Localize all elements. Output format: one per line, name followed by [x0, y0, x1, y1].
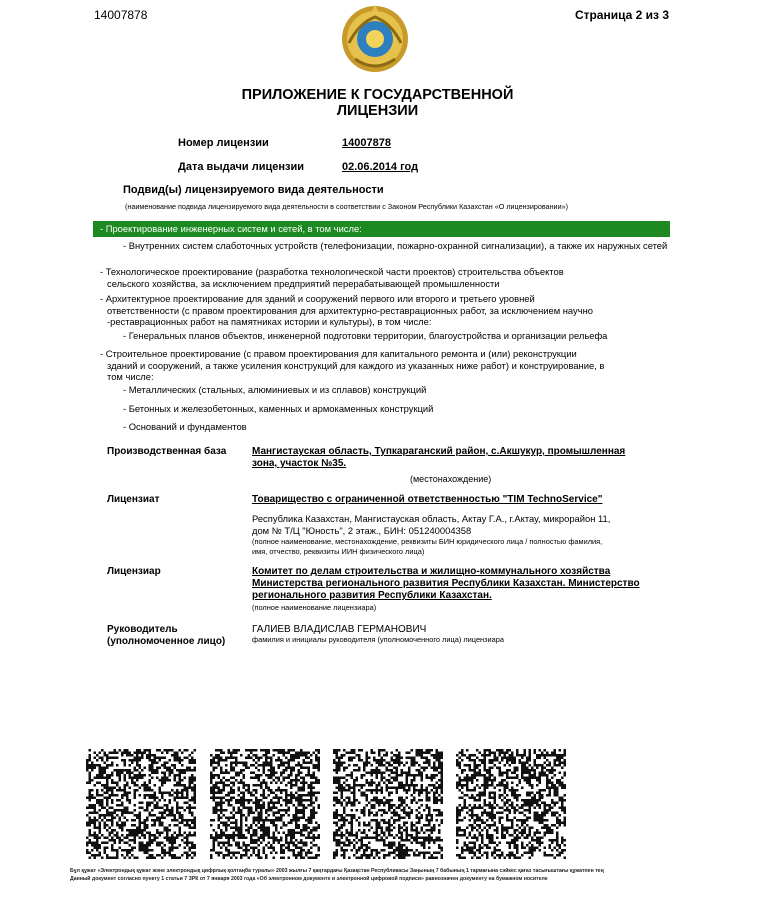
qr-code-icon — [210, 749, 320, 859]
licensor-note: (полное наименование лицензиара) — [252, 603, 377, 612]
state-emblem-icon — [341, 3, 409, 75]
licensor-value: Комитет по делам строительства и жилищно-коммунального хозяйства Министерства регионального развития Республики Казахстан. Министерство регионального развития Республики Казахстан. — [252, 566, 640, 601]
page-title: ПРИЛОЖЕНИЕ К ГОСУДАРСТВЕННОЙ ЛИЦЕНЗИИ — [241, 87, 514, 119]
production-base-note: (местонахождение) — [410, 474, 492, 484]
legal-footer: Бұл құжат «Электрондық құжат және электрондық цифрлық қолтаңба туралы» 2003 жылғы 7 қаңтардағы Қазақстан Республикасы Заңының 7 бабының 1 тармағына сәйкес қағаз тасығыштағы құжатпен тең Данный документ согласно пункту 1 статьи 7 ЗРК от 7 января 2003 года «Об электронном документе и электронной цифровой подписи» равнозначен документу на бумажном носителе — [70, 868, 604, 882]
licensee-label: Лицензиат — [107, 494, 160, 505]
license-number-value: 14007878 — [342, 137, 391, 149]
activity-item: - Генеральных планов объектов, инженерной подготовки территории, благоустройства и организации рельефа — [123, 330, 608, 341]
licensor-label: Лицензиар — [107, 566, 161, 577]
page-counter: Страница 2 из 3 — [574, 8, 669, 22]
activity-item: - Проектирование инженерных систем и сетей, в том числе: — [100, 223, 362, 234]
activity-item: - Архитектурное проектирование для зданий и сооружений первого или второго и третьего уровней ответственности (с правом проектирования для архитектурно-реставрационных работ, за исключением научно -реставрационных работ на памятниках истории и культуры), в том числе: — [100, 293, 594, 327]
activity-item: - Металлических (стальных, алюминиевых и из сплавов) конструкций — [123, 384, 427, 395]
issue-date-value: 02.06.2014 год — [342, 161, 419, 173]
licensee-address: Республика Казахстан, Мангистауская область, Актау Г.А., г.Актау, микрорайон 11, дом № Т/Ц "Юность", 2 этаж., БИН: 051240004358 — [252, 513, 611, 536]
activity-item: - Технологическое проектирование (разработка технологической части проектов) строительства объектов сельского хозяйства, за исключением предприятий перерабатывающей промышленности — [100, 266, 564, 289]
licensee-name: Товарищество с ограниченной ответственностью "TIM TechnoService" — [252, 494, 603, 505]
subtypes-title: Подвид(ы) лицензируемого вида деятельности — [123, 184, 384, 196]
production-base-label: Производственная база — [107, 446, 227, 457]
qr-code-icon — [456, 749, 566, 859]
activity-item: - Оснований и фундаментов — [123, 421, 247, 432]
license-number-label: Номер лицензии — [178, 137, 269, 149]
activity-item: - Внутренних систем слаботочных устройств (телефонизации, пожарно-охранной сигнализации), а также их наружных сетей — [123, 240, 668, 251]
document-number: 14007878 — [94, 8, 148, 22]
production-base-value: Мангистауская область, Тупкараганский район, с.Акшукур, промышленная зона, участок №35. — [252, 446, 626, 469]
issue-date-label: Дата выдачи лицензии — [178, 161, 304, 173]
head-note: фамилия и инициалы руководителя (уполномоченного лица) лицензиара — [252, 635, 504, 644]
activity-item: - Строительное проектирование (с правом проектирования для капитального ремонта и (или) реконструкции зданий и сооружений, а также усиления конструкций для каждого из указанных ниже работ) и конструирование, в том числе: — [100, 348, 605, 382]
subtypes-note: (наименование подвида лицензируемого вида деятельности в соответствии с Законом Республики Казахстан «О лицензировании») — [125, 202, 568, 211]
licensee-note: (полное наименование, местонахождение, реквизиты БИН юридического лица / полностью фамилия, имя, отчество, реквизиты ИИН физического лица) — [252, 537, 603, 556]
head-label: Руководитель (уполномоченное лицо) — [107, 624, 226, 647]
qr-code-icon — [333, 749, 443, 859]
qr-code-icon — [86, 749, 196, 859]
head-name: ГАЛИЕВ ВЛАДИСЛАВ ГЕРМАНОВИЧ — [252, 624, 427, 635]
activity-item: - Бетонных и железобетонных, каменных и армокаменных конструкций — [123, 403, 434, 414]
